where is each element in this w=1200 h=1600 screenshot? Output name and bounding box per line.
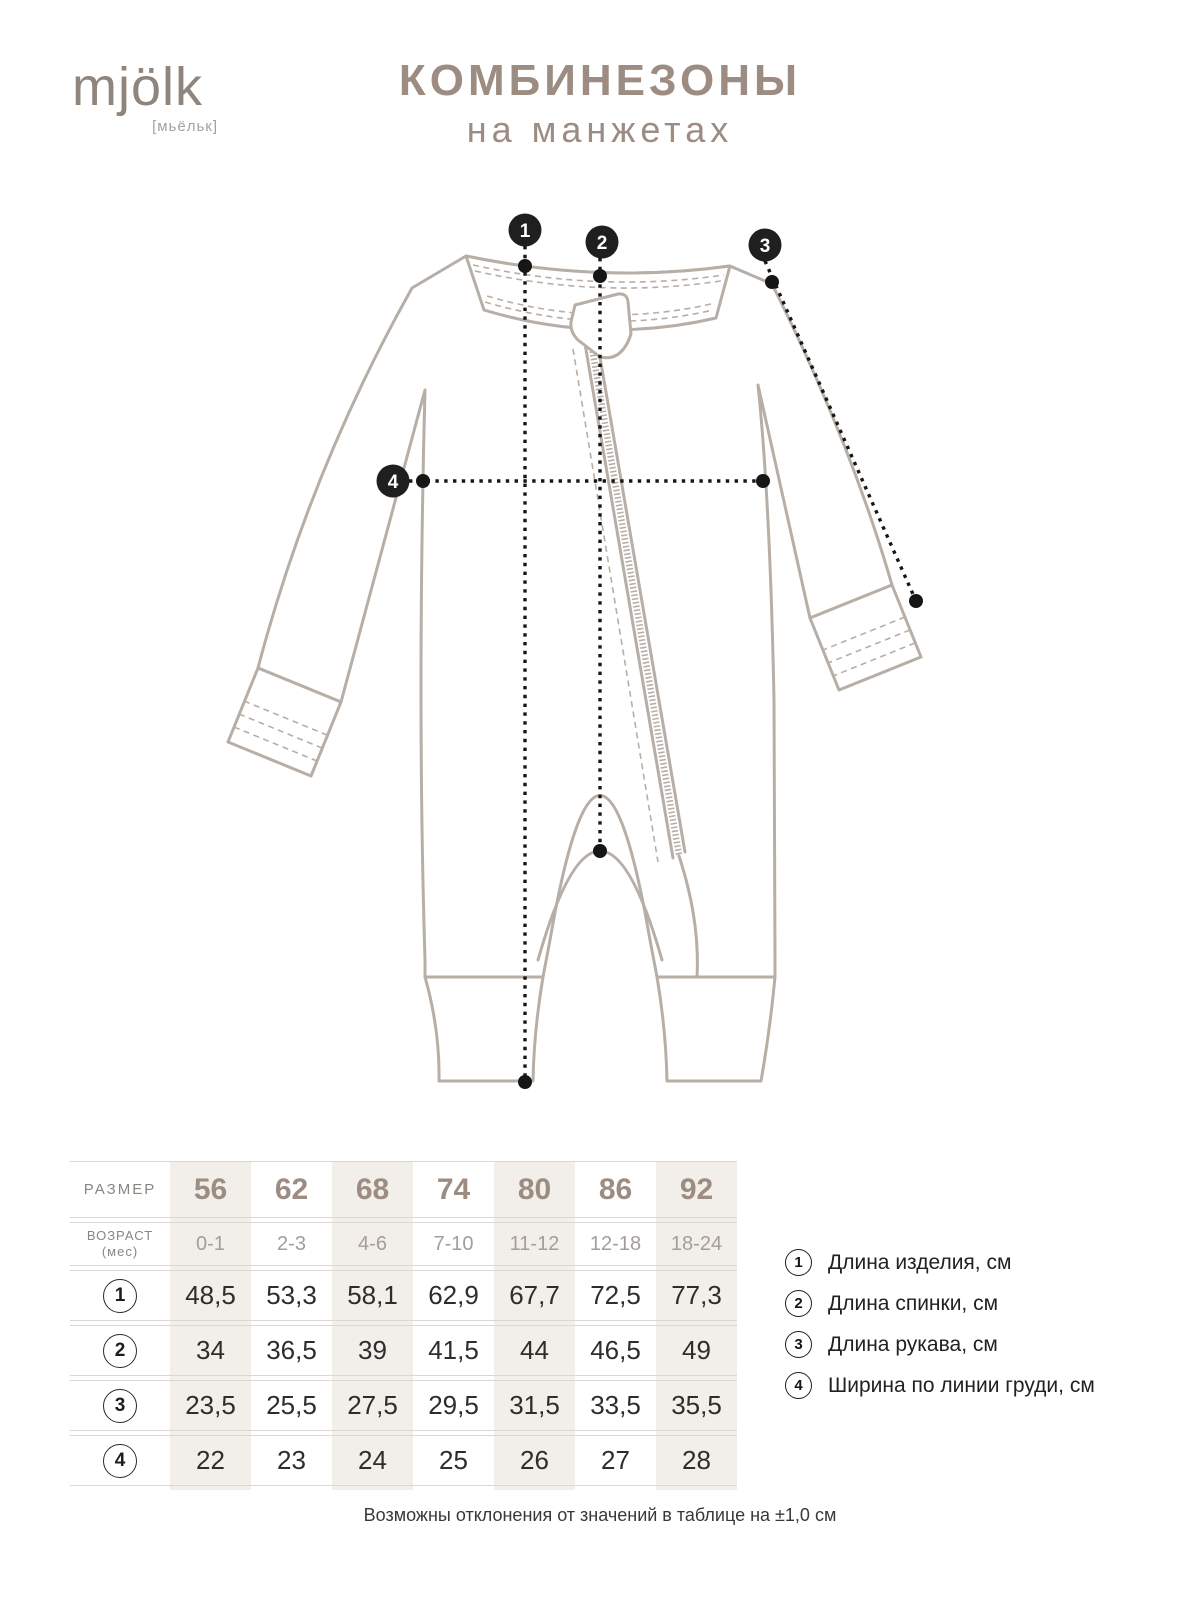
- age-cell: 0-1: [196, 1232, 225, 1255]
- size-cell: 86: [598, 1172, 633, 1206]
- legend-item-1: [785, 1242, 1095, 1283]
- marker-1-badge: [509, 214, 542, 247]
- table-row-measure-4: [70, 1435, 737, 1486]
- left-sleeve-cuff: [228, 668, 341, 776]
- page-subtitle: на манжетах: [466, 108, 734, 150]
- value-cell: 35,5: [671, 1390, 722, 1420]
- tolerance-note: Возможны отклонения от значений в таблице на ±1,0 см: [363, 1505, 837, 1525]
- age-row-label: ВОЗРАСТ (мес): [86, 1227, 154, 1259]
- legend-item-2: [785, 1283, 1095, 1324]
- value-cell: 22: [196, 1445, 225, 1475]
- value-cell: 36,5: [266, 1335, 317, 1365]
- svg-text:2: 2: [596, 233, 608, 254]
- table-row-size: [70, 1161, 737, 1218]
- row-number-badge: 3: [103, 1389, 137, 1423]
- value-cell: 27: [601, 1445, 630, 1475]
- page-header: [0, 56, 1200, 151]
- value-cell: 72,5: [590, 1280, 641, 1310]
- row-number-badge: 1: [103, 1279, 137, 1313]
- age-cell: 12-18: [589, 1232, 642, 1255]
- marker-4-badge: [377, 465, 410, 498]
- table-row-measure-1: [70, 1270, 737, 1321]
- zipper-bottom-seam: [679, 856, 697, 977]
- svg-text:1: 1: [519, 221, 531, 242]
- value-cell: 41,5: [428, 1335, 479, 1365]
- value-cell: 23: [277, 1445, 306, 1475]
- age-cell: 4-6: [358, 1232, 387, 1255]
- marker-3-badge: [749, 229, 782, 262]
- marker-2-badge: [586, 226, 619, 259]
- right-leg-cuff: [657, 977, 775, 1081]
- size-cell: 74: [436, 1172, 471, 1206]
- value-cell: 46,5: [590, 1335, 641, 1365]
- value-cell: 62,9: [428, 1280, 479, 1310]
- value-cell: 31,5: [509, 1390, 560, 1420]
- value-cell: 44: [520, 1335, 549, 1365]
- svg-text:3: 3: [759, 236, 771, 257]
- age-cell: 18-24: [670, 1232, 723, 1255]
- garment-measurement-diagram: [200, 200, 960, 1100]
- legend-label: Длина рукава, см: [828, 1332, 998, 1356]
- right-sleeve-cuff: [810, 585, 921, 690]
- value-cell: 67,7: [509, 1280, 560, 1310]
- value-cell: 33,5: [590, 1390, 641, 1420]
- crotch-seam: [538, 851, 662, 960]
- size-cell: 68: [355, 1172, 390, 1206]
- brand-logo: mjölk: [72, 57, 204, 117]
- table-row-measure-3: [70, 1380, 737, 1431]
- value-cell: 39: [358, 1335, 387, 1365]
- legend-number-badge: 1: [785, 1249, 812, 1276]
- value-cell: 26: [520, 1445, 549, 1475]
- value-cell: 29,5: [428, 1390, 479, 1420]
- legend-label: Длина изделия, см: [828, 1250, 1012, 1274]
- legend-number-badge: 2: [785, 1290, 812, 1317]
- age-cell: 7-10: [433, 1232, 474, 1255]
- zipper: [573, 334, 697, 977]
- size-cell: 92: [679, 1172, 714, 1206]
- value-cell: 25: [439, 1445, 468, 1475]
- legend-label: Ширина по линии груди, см: [828, 1373, 1095, 1397]
- svg-text:4: 4: [387, 472, 399, 493]
- value-cell: 58,1: [347, 1280, 398, 1310]
- size-cell: 56: [193, 1172, 228, 1206]
- value-cell: 77,3: [671, 1280, 722, 1310]
- size-table: [70, 1161, 737, 1490]
- value-cell: 23,5: [185, 1390, 236, 1420]
- row-number-badge: 2: [103, 1334, 137, 1368]
- value-cell: 48,5: [185, 1280, 236, 1310]
- romper-outline: [228, 256, 921, 1081]
- value-cell: 27,5: [347, 1390, 398, 1420]
- page-title: КОМБИНЕЗОНЫ: [398, 56, 802, 105]
- size-cell: 62: [274, 1172, 309, 1206]
- measurement-legend: [785, 1242, 1095, 1406]
- legend-item-3: [785, 1324, 1095, 1365]
- size-row-label: РАЗМЕР: [83, 1181, 157, 1198]
- legend-label: Длина спинки, см: [828, 1291, 999, 1315]
- legend-number-badge: 4: [785, 1372, 812, 1399]
- value-cell: 49: [682, 1335, 711, 1365]
- table-row-age: [70, 1222, 737, 1266]
- value-cell: 53,3: [266, 1280, 317, 1310]
- value-cell: 28: [682, 1445, 711, 1475]
- brand-logo-transcription: [мьёльк]: [152, 118, 218, 135]
- age-cell: 11-12: [509, 1232, 560, 1255]
- value-cell: 24: [358, 1445, 387, 1475]
- size-cell: 80: [517, 1172, 552, 1206]
- legend-number-badge: 3: [785, 1331, 812, 1358]
- row-number-badge: 4: [103, 1444, 137, 1478]
- table-row-measure-2: [70, 1325, 737, 1376]
- age-cell: 2-3: [277, 1232, 306, 1255]
- value-cell: 25,5: [266, 1390, 317, 1420]
- legend-item-4: [785, 1365, 1095, 1406]
- value-cell: 34: [196, 1335, 225, 1365]
